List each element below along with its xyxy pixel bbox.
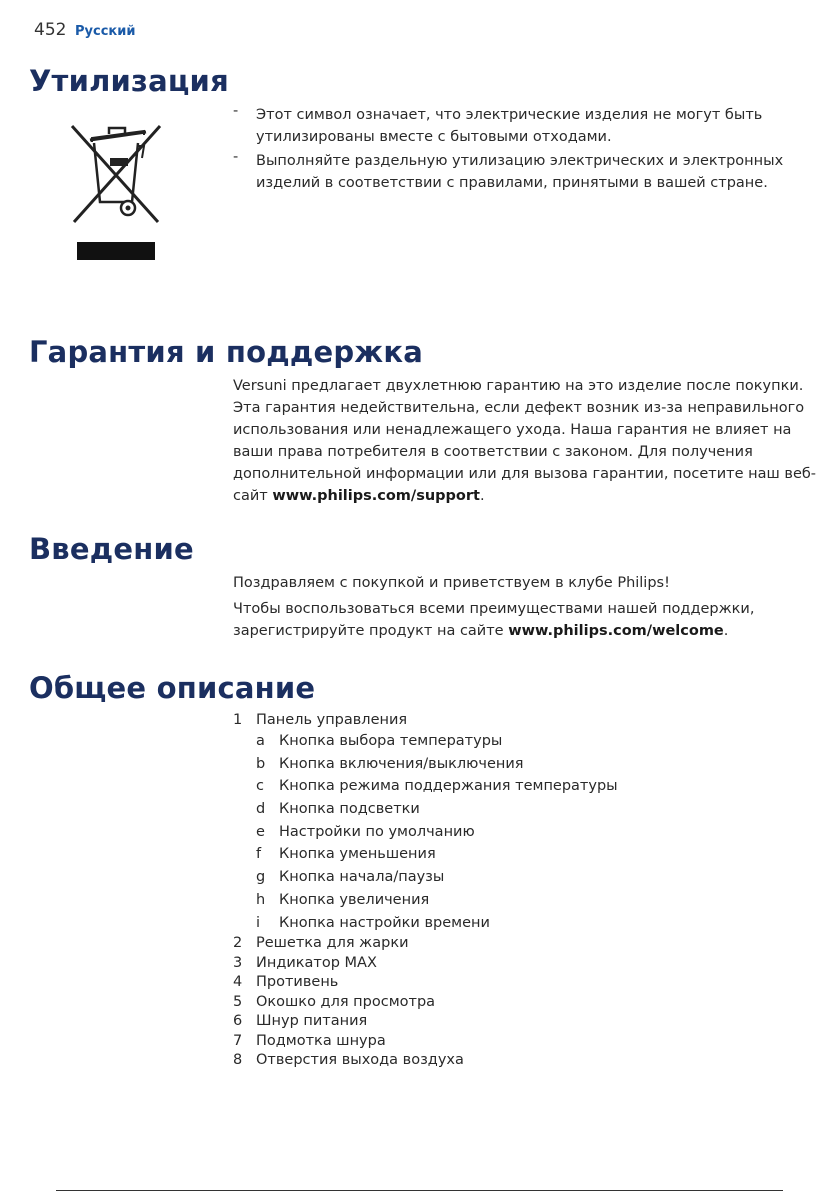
welcome-link[interactable]: www.philips.com/welcome [508, 623, 724, 639]
subitem-label: Кнопка настройки времени [279, 914, 490, 931]
intro-end: . [723, 623, 729, 639]
list-subitem [233, 866, 793, 889]
warranty-title: Гарантия и поддержка [29, 335, 424, 369]
subitem-letter: d [256, 801, 266, 818]
item-label: Панель управления [256, 712, 408, 728]
item-number: 3 [233, 954, 243, 971]
support-link[interactable]: www.philips.com/support [272, 488, 480, 504]
item-label: Шнур питания [256, 1013, 368, 1030]
item-label: Противень [256, 974, 339, 991]
subitem-label: Кнопка включения/выключения [279, 755, 524, 772]
item-number: 5 [233, 993, 243, 1010]
disposal-title: Утилизация [29, 64, 229, 98]
overview-list [233, 710, 793, 1071]
subitem-label: Настройки по умолчанию [279, 823, 475, 840]
intro-paragraph-1: Поздравляем с покупкой и приветствуем в клубе Philips! [233, 575, 670, 591]
list-subitem [233, 798, 793, 821]
list-subitem [233, 730, 793, 753]
warranty-end: . [479, 488, 485, 504]
item-label: Подмотка шнура [256, 1032, 386, 1049]
item-number: 4 [233, 974, 243, 991]
subitem-letter: h [256, 891, 266, 908]
subitem-label: Кнопка начала/паузы [279, 869, 445, 886]
subitem-label: Кнопка режима поддержания температуры [279, 778, 618, 795]
list-item [233, 710, 793, 730]
list-item [233, 1032, 793, 1052]
subitem-letter: f [256, 846, 262, 863]
item-number: 7 [233, 1032, 243, 1049]
crossed-out-wheelie-bin-icon [66, 118, 166, 262]
bullet-dash: - [233, 103, 239, 119]
list-subitem [233, 889, 793, 912]
intro-text: Чтобы воспользоваться всеми преимуществами нашей поддержки, зарегистрируйте продукт на сайте [233, 601, 755, 639]
item-label: Индикатор MAX [256, 954, 377, 971]
item-number: 6 [233, 1013, 243, 1030]
list-item [233, 993, 793, 1013]
subitem-letter: b [256, 755, 266, 772]
disposal-bullets [233, 104, 793, 196]
list-subitem [233, 912, 793, 935]
intro-title: Введение [29, 532, 194, 566]
overview-title: Общее описание [29, 671, 316, 705]
intro-paragraph-2 [233, 598, 793, 642]
list-item [233, 1012, 793, 1032]
bullet-dash: - [233, 149, 239, 165]
subitem-letter: i [256, 914, 261, 931]
page-number: 452 [34, 20, 67, 40]
subitem-label: Кнопка увеличения [279, 891, 430, 908]
list-subitem [233, 753, 793, 776]
bullet-text: Этот символ означает, что электрические изделия не могут быть утилизированы вместе с бытовыми отходами. [256, 107, 763, 145]
list-item [233, 150, 793, 194]
list-subitem [233, 775, 793, 798]
list-item [233, 954, 793, 974]
list-item [233, 104, 793, 148]
subitem-letter: g [256, 869, 266, 886]
language-label: Русский [75, 24, 136, 39]
subitem-letter: e [256, 823, 265, 840]
warranty-text: Versuni предлагает двухлетнюю гарантию на это изделие после покупки. Эта гарантия недействительна, если дефект возник из-за неправильного использования или ненадлежащего ухода. Наша гарантия не влияет на ваши права потребителя в соответствии с законом. Для получения дополнительной информации или для вызова гарантии, посетите наш веб-сайт [233, 378, 817, 504]
list-item [233, 934, 793, 954]
subitem-letter: a [256, 733, 265, 749]
item-number: 1 [233, 712, 243, 728]
item-label: Решетка для жарки [256, 935, 409, 952]
item-number: 8 [233, 1052, 243, 1069]
item-number: 2 [233, 935, 243, 952]
subitem-letter: c [256, 778, 264, 795]
subitem-label: Кнопка выбора температуры [279, 733, 503, 749]
item-label: Отверстия выхода воздуха [256, 1052, 464, 1069]
list-item [233, 973, 793, 993]
bullet-text: Выполняйте раздельную утилизацию электрических и электронных изделий в соответствии с правилами, принятыми в вашей стране. [256, 153, 784, 191]
item-label: Окошко для просмотра [256, 993, 436, 1010]
list-item [233, 1051, 793, 1071]
warranty-paragraph [233, 375, 819, 507]
list-subitem [233, 821, 793, 844]
subitem-label: Кнопка уменьшения [279, 846, 436, 863]
list-subitem [233, 843, 793, 866]
subitem-label: Кнопка подсветки [279, 801, 420, 818]
